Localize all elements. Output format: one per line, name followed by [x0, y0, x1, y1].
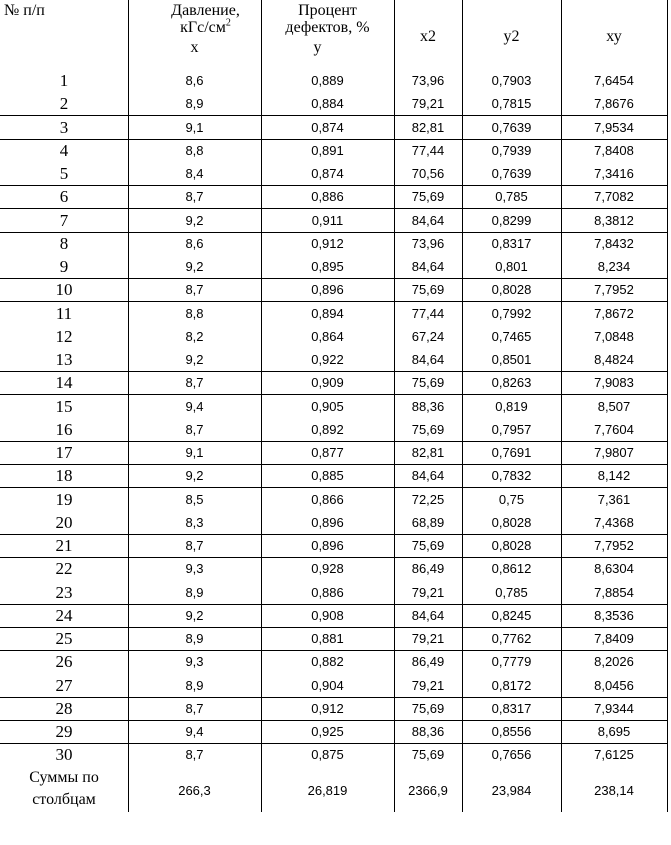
cell-y: 0,889: [311, 73, 344, 88]
cell-y2: 0,7779: [491, 654, 532, 670]
cell-y: 0,895: [311, 259, 344, 274]
header-defects-line2: дефектов, %: [285, 19, 370, 36]
table-row: [0, 511, 667, 534]
table-row: [0, 581, 667, 604]
table-row: [0, 743, 667, 766]
cell-xy: 8,4824: [594, 352, 634, 367]
cell-x2: 79,21: [411, 584, 445, 600]
cell-y2: 0,7639: [491, 166, 532, 181]
cell-x: 9,4: [185, 724, 204, 739]
cell-xy: 7,9807: [594, 445, 634, 460]
cell-x2: 86,49: [411, 561, 445, 577]
cell-x: 8,7: [185, 700, 204, 716]
sums-label: [0, 767, 128, 811]
cell-x: 8,7: [185, 375, 204, 391]
header-pressure-unit: [128, 19, 261, 36]
cell-x: 9,1: [185, 445, 204, 460]
header-defects-var: у: [313, 39, 322, 56]
header-pressure-line2: кГс/см: [180, 19, 226, 36]
table-row: [0, 116, 667, 139]
cell-xy: 7,7952: [594, 538, 634, 553]
table-row: [0, 395, 667, 418]
cell-y: 0,874: [311, 166, 344, 181]
cell-xy: 7,6454: [594, 73, 634, 88]
cell-y: 0,896: [311, 538, 344, 553]
table-row: [0, 325, 667, 348]
cell-x: 8,7: [185, 421, 204, 437]
cell-xy: 8,507: [597, 398, 631, 414]
cell-y: 0,922: [311, 352, 344, 367]
cell-xy: 8,695: [597, 724, 631, 739]
cell-y: 0,905: [311, 398, 344, 414]
cell-y2: 0,7903: [491, 73, 532, 88]
table-row: [0, 185, 667, 208]
header-num-label: № п/п: [4, 2, 45, 19]
cell-xy: 8,3812: [594, 212, 634, 228]
cell-y2: 0,8263: [491, 375, 532, 391]
cell-n: 24: [55, 605, 73, 625]
sum-x: 266,3: [178, 783, 211, 798]
cell-x2: 72,25: [411, 491, 445, 507]
cell-x: 8,9: [185, 631, 204, 646]
cell-n: 29: [55, 722, 73, 741]
cell-x2: 73,96: [411, 73, 445, 88]
cell-x: 9,2: [185, 212, 204, 228]
cell-xy: 8,0456: [594, 677, 634, 693]
cell-n: 8: [59, 233, 69, 253]
cell-y2: 0,8028: [491, 538, 532, 553]
cell-y: 0,896: [311, 282, 344, 298]
cell-n: 22: [55, 559, 73, 579]
cell-xy: 7,6125: [594, 747, 634, 763]
header-defects-line1: Процент: [298, 2, 357, 19]
cell-y2: 0,8299: [491, 212, 532, 228]
cell-y: 0,864: [311, 328, 344, 344]
cell-y: 0,894: [311, 305, 344, 321]
cell-x2: 73,96: [411, 235, 445, 251]
cell-x: 9,2: [185, 607, 204, 623]
cell-y2: 0,8501: [491, 352, 532, 367]
cell-xy: 8,142: [597, 468, 631, 484]
cell-x: 9,3: [185, 561, 204, 577]
cell-xy: 8,2026: [594, 654, 634, 670]
cell-y2: 0,8556: [491, 724, 532, 739]
table-row: [0, 627, 667, 650]
cell-x: 8,6: [185, 73, 204, 88]
cell-x2: 84,64: [411, 468, 445, 484]
cell-y: 0,874: [311, 119, 344, 135]
cell-xy: 8,3536: [594, 607, 634, 623]
cell-y: 0,911: [311, 212, 344, 228]
cell-x2: 84,64: [411, 212, 445, 228]
cell-n: 15: [55, 396, 73, 416]
cell-y2: 0,7656: [491, 747, 532, 763]
cell-x: 9,2: [185, 468, 204, 484]
table-row: [0, 302, 667, 325]
cell-n: 9: [59, 257, 69, 276]
cell-n: 3: [59, 117, 69, 137]
cell-xy: 7,7082: [594, 189, 634, 205]
sum-x2: 2366,9: [408, 783, 448, 798]
cell-y2: 0,801: [495, 259, 528, 274]
cell-y2: 0,7957: [491, 421, 532, 437]
cell-y2: 0,7639: [491, 119, 532, 135]
table-row: [0, 650, 667, 673]
cell-xy: 7,8409: [594, 631, 634, 646]
cell-x: 8,7: [185, 282, 204, 298]
cell-y: 0,884: [311, 96, 344, 112]
cell-xy: 7,9344: [594, 700, 634, 716]
cell-x2: 75,69: [411, 375, 445, 391]
cell-y2: 0,7762: [491, 631, 532, 646]
cell-x: 8,8: [185, 142, 204, 158]
cell-x2: 84,64: [411, 352, 445, 367]
cell-x2: 79,21: [411, 96, 445, 112]
cell-x2: 77,44: [411, 142, 445, 158]
cell-xy: 7,8854: [594, 584, 634, 600]
cell-x2: 84,64: [411, 259, 445, 274]
cell-y: 0,925: [311, 724, 344, 739]
table-row: [0, 604, 667, 627]
sum-y: 26,819: [307, 783, 348, 798]
cell-xy: 8,6304: [594, 561, 634, 577]
cell-xy: 7,7952: [594, 282, 634, 298]
table-row: [0, 69, 667, 92]
cell-y2: 0,75: [498, 491, 525, 507]
cell-xy: 7,3416: [594, 166, 634, 181]
table-row: [0, 139, 667, 162]
cell-n: 20: [55, 512, 73, 532]
cell-n: 17: [55, 443, 73, 462]
cell-x2: 79,21: [411, 677, 445, 693]
cell-xy: 7,361: [597, 491, 631, 507]
cell-x: 8,7: [185, 538, 204, 553]
cell-y: 0,885: [311, 468, 344, 484]
cell-x: 8,9: [185, 584, 204, 600]
cell-y2: 0,8028: [491, 514, 532, 530]
column-divider: [667, 0, 668, 812]
header-x2: х2: [420, 28, 436, 45]
cell-x: 9,2: [185, 352, 204, 367]
cell-y: 0,866: [311, 491, 344, 507]
cell-n: 12: [55, 326, 73, 346]
cell-x: 9,3: [185, 654, 204, 670]
cell-x: 9,2: [185, 259, 204, 274]
table-row: [0, 441, 667, 464]
cell-y2: 0,7691: [491, 445, 532, 460]
cell-y2: 0,8172: [491, 677, 532, 693]
cell-n: 18: [55, 466, 73, 486]
cell-xy: 8,234: [597, 259, 631, 274]
cell-n: 23: [55, 582, 73, 602]
cell-y2: 0,785: [495, 189, 528, 205]
cell-x2: 88,36: [411, 398, 445, 414]
cell-x: 8,8: [185, 305, 204, 321]
table-row: [0, 720, 667, 743]
cell-n: 26: [55, 652, 73, 672]
cell-y2: 0,7832: [491, 468, 532, 484]
cell-y2: 0,7939: [491, 142, 532, 158]
cell-n: 19: [55, 489, 73, 509]
cell-xy: 7,0848: [594, 328, 634, 344]
cell-x: 9,1: [185, 119, 204, 135]
cell-n: 30: [55, 745, 73, 765]
cell-y: 0,912: [311, 700, 344, 716]
cell-x2: 86,49: [411, 654, 445, 670]
table-row: [0, 232, 667, 255]
cell-y: 0,928: [311, 561, 344, 577]
cell-x: 8,3: [185, 514, 204, 530]
cell-x2: 75,69: [411, 538, 445, 553]
cell-y: 0,886: [311, 189, 344, 205]
cell-y2: 0,819: [495, 398, 528, 414]
cell-n: 25: [55, 629, 73, 648]
cell-xy: 7,9083: [594, 375, 634, 391]
cell-x: 9,4: [185, 398, 204, 414]
table-row: [0, 278, 667, 301]
header-pressure-var: х: [190, 39, 199, 56]
cell-x: 8,4: [185, 166, 204, 181]
cell-x2: 84,64: [411, 607, 445, 623]
table-row: [0, 464, 667, 487]
cell-n: 1: [59, 71, 69, 90]
header-pressure: [128, 2, 261, 56]
cell-n: 27: [55, 675, 73, 695]
header-pressure-line1: Давление,: [171, 2, 240, 19]
table-row: [0, 162, 667, 185]
cell-n: 4: [59, 140, 69, 160]
cell-y: 0,891: [311, 142, 344, 158]
table-row: [0, 371, 667, 394]
cell-y: 0,892: [311, 421, 344, 437]
cell-y: 0,886: [311, 584, 344, 600]
sums-label-line1: Суммы по: [29, 769, 99, 786]
cell-x: 8,9: [185, 677, 204, 693]
cell-n: 11: [55, 303, 73, 323]
cell-y2: 0,785: [495, 584, 528, 600]
cell-xy: 7,8432: [594, 235, 634, 251]
sum-xy: 238,14: [594, 783, 634, 798]
cell-n: 13: [55, 350, 73, 369]
cell-x2: 75,69: [411, 747, 445, 763]
sum-y2: 23,984: [491, 783, 532, 798]
cell-x2: 88,36: [411, 724, 445, 739]
cell-x2: 82,81: [411, 445, 445, 460]
cell-y: 0,908: [311, 607, 344, 623]
cell-n: 6: [59, 187, 69, 207]
table-row: [0, 255, 667, 278]
cell-y2: 0,8612: [491, 561, 532, 577]
sums-label-line2: столбцам: [32, 791, 96, 808]
cell-y2: 0,8317: [491, 700, 532, 716]
cell-n: 7: [59, 210, 69, 230]
table-row: [0, 557, 667, 580]
table-row: [0, 209, 667, 232]
header-defects: [261, 2, 394, 56]
table-row: [0, 488, 667, 511]
table-row: [0, 92, 667, 115]
header-num: [0, 2, 68, 19]
table-row: [0, 697, 667, 720]
cell-n: 2: [59, 94, 69, 114]
cell-y2: 0,7992: [491, 305, 532, 321]
cell-x: 8,7: [185, 747, 204, 763]
cell-x2: 68,89: [411, 514, 445, 530]
cell-x2: 79,21: [411, 631, 445, 646]
header-xy: ху: [606, 28, 622, 45]
cell-xy: 7,4368: [594, 514, 634, 530]
cell-x: 8,5: [185, 491, 204, 507]
cell-y: 0,904: [311, 677, 344, 693]
cell-n: 14: [55, 373, 73, 393]
cell-x2: 70,56: [411, 166, 445, 181]
cell-y2: 0,8028: [491, 282, 532, 298]
cell-y: 0,912: [311, 235, 344, 251]
cell-y2: 0,7815: [491, 96, 532, 112]
cell-x2: 77,44: [411, 305, 445, 321]
cell-x2: 75,69: [411, 421, 445, 437]
cell-y: 0,877: [311, 445, 344, 460]
cell-x: 8,6: [185, 235, 204, 251]
cell-n: 16: [55, 419, 73, 439]
cell-x: 8,7: [185, 189, 204, 205]
cell-xy: 7,7604: [594, 421, 634, 437]
header-y2: у2: [503, 28, 520, 45]
cell-x: 8,2: [185, 328, 204, 344]
header-pressure-sup: 2: [225, 17, 231, 29]
cell-x2: 75,69: [411, 282, 445, 298]
cell-y2: 0,8245: [491, 607, 532, 623]
cell-n: 5: [59, 164, 69, 183]
cell-y: 0,881: [311, 631, 344, 646]
cell-xy: 7,9534: [594, 119, 634, 135]
cell-x2: 82,81: [411, 119, 445, 135]
cell-y: 0,909: [311, 375, 344, 391]
cell-y: 0,896: [311, 514, 344, 530]
cell-y: 0,875: [311, 747, 344, 763]
cell-xy: 7,8676: [594, 96, 634, 112]
cell-x2: 75,69: [411, 189, 445, 205]
cell-x2: 67,24: [411, 328, 445, 344]
table-row: [0, 418, 667, 441]
cell-xy: 7,8408: [594, 142, 634, 158]
cell-x2: 75,69: [411, 700, 445, 716]
table-row: [0, 534, 667, 557]
table-row: [0, 348, 667, 371]
cell-y: 0,882: [311, 654, 344, 670]
cell-n: 21: [55, 536, 73, 555]
cell-n: 10: [55, 280, 73, 300]
cell-y2: 0,8317: [491, 235, 532, 251]
cell-x: 8,9: [185, 96, 204, 112]
cell-n: 28: [55, 698, 73, 718]
cell-xy: 7,8672: [594, 305, 634, 321]
table-row: [0, 674, 667, 697]
cell-y2: 0,7465: [491, 328, 532, 344]
